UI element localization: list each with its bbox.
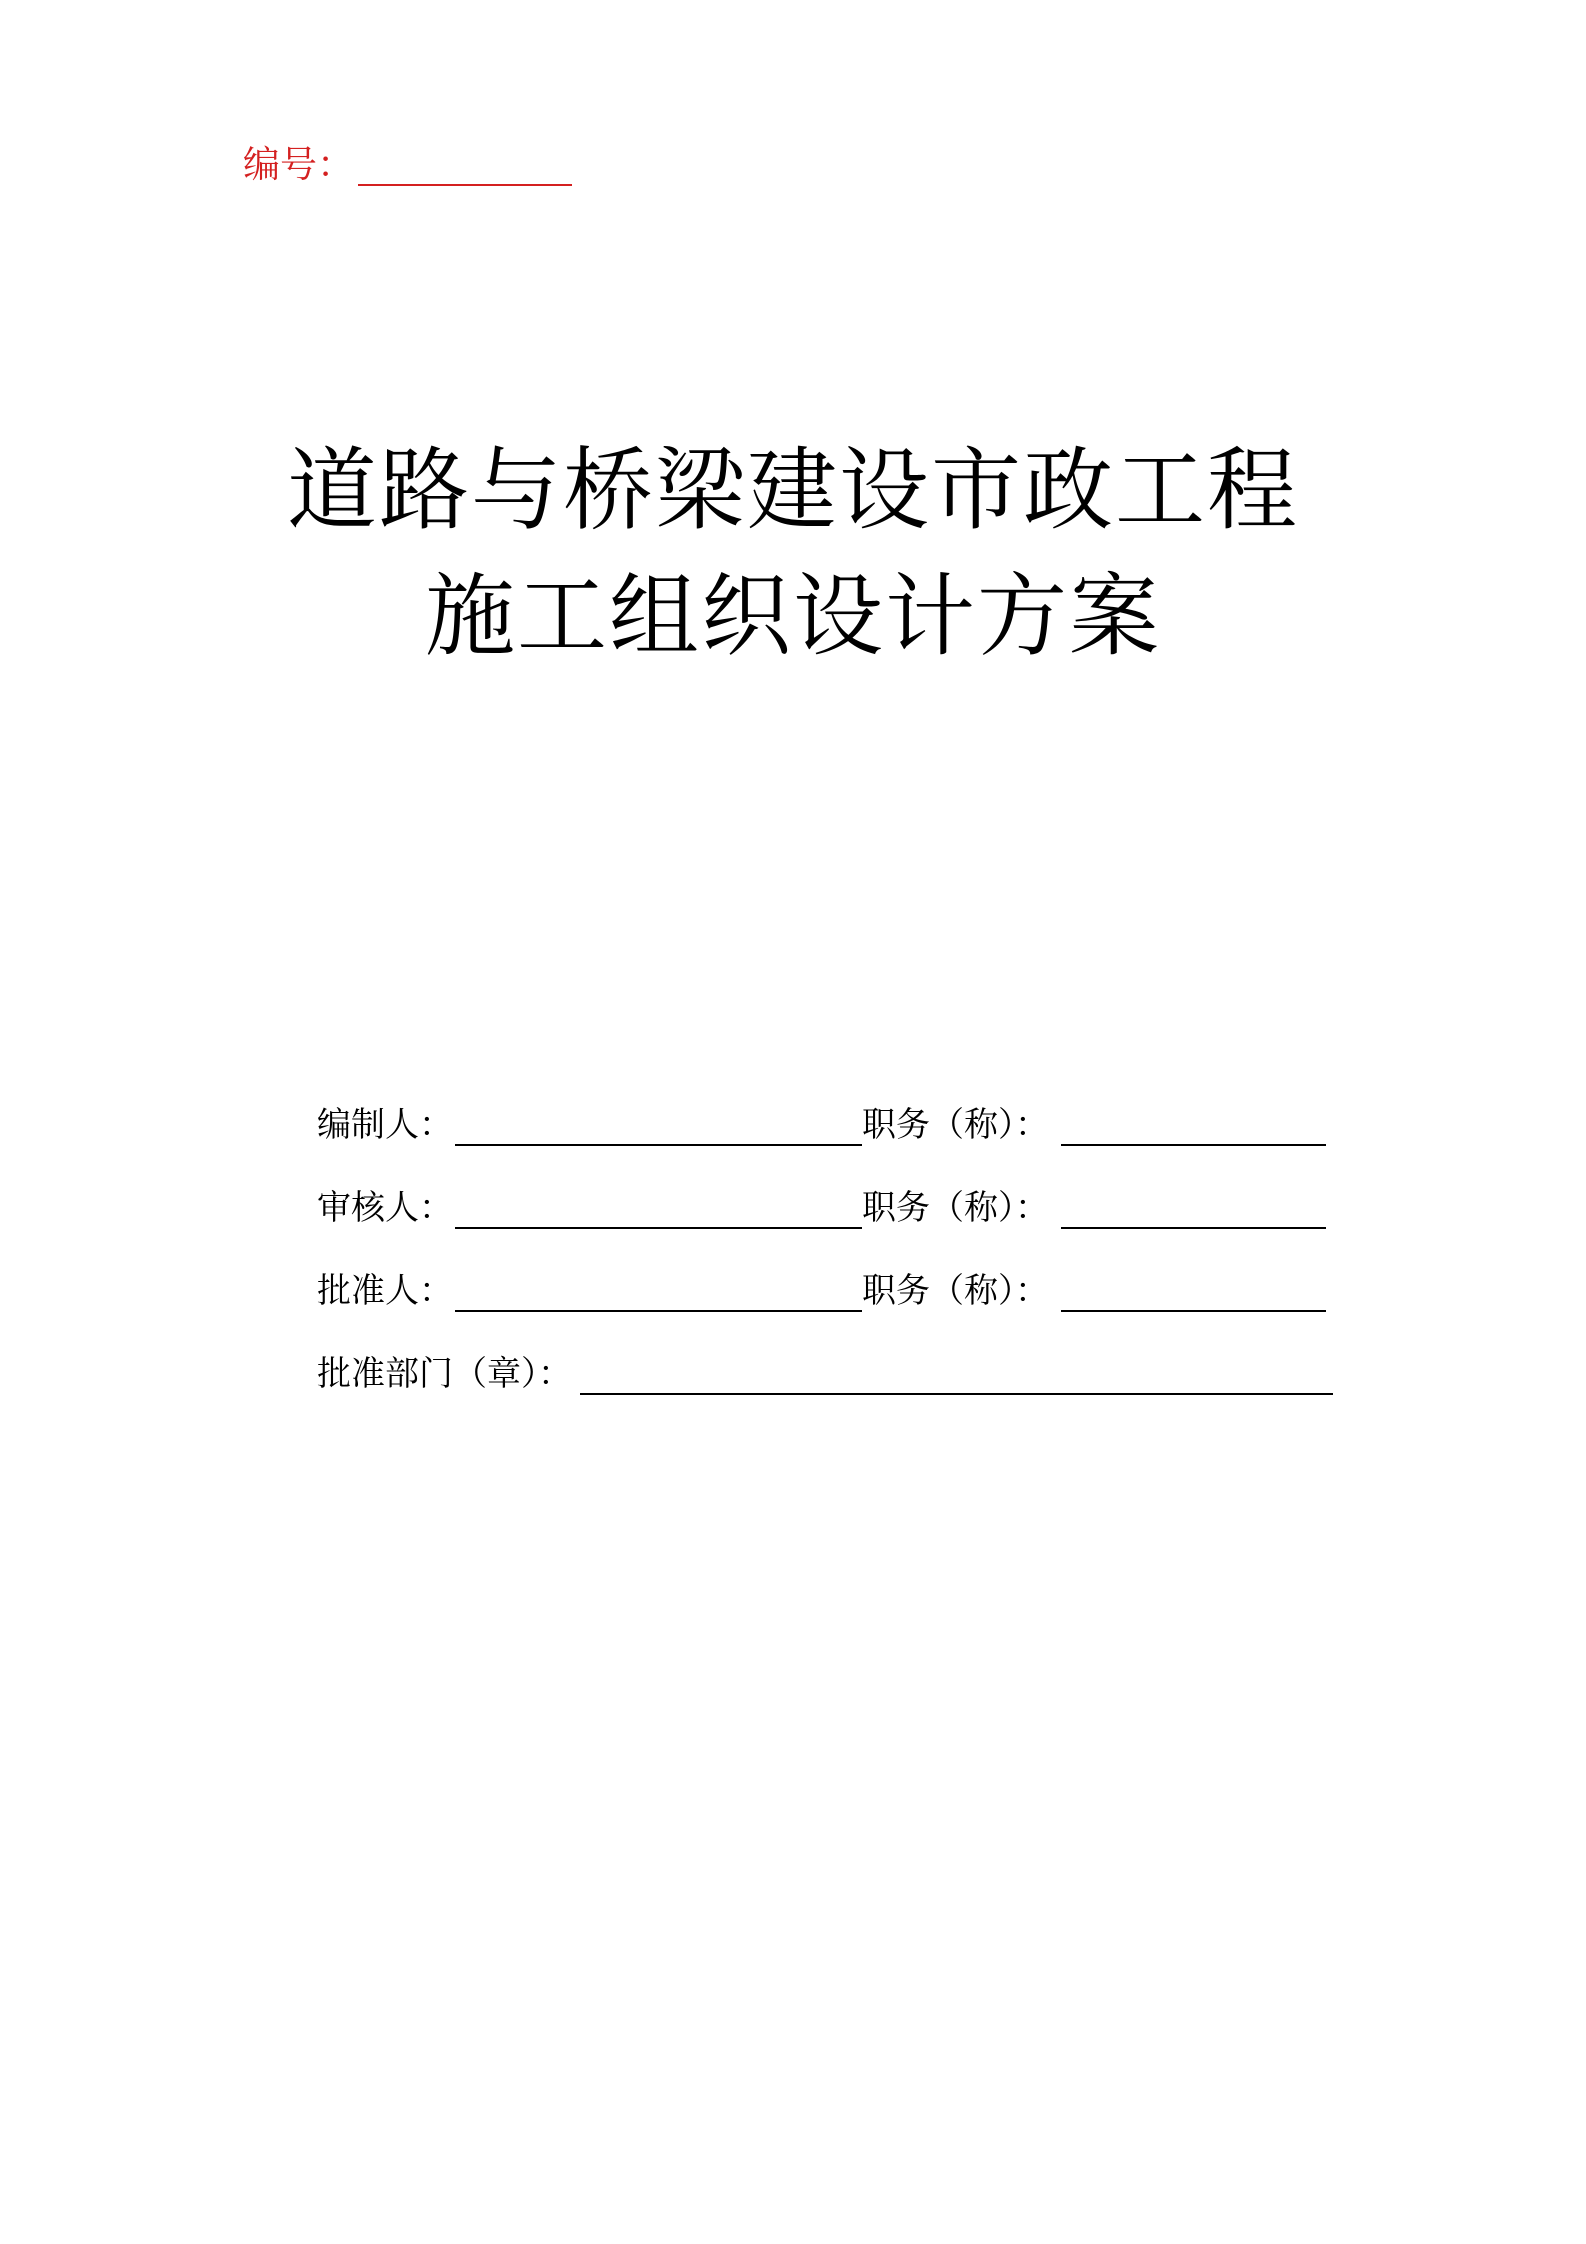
compiler-label: 编制人： [317, 1105, 453, 1145]
signature-row-reviewer [317, 1183, 1357, 1233]
signature-row-compiler [317, 1100, 1357, 1150]
document-title [0, 428, 1586, 680]
approver-label: 批准人： [317, 1271, 453, 1311]
title-line-1: 道路与桥梁建设市政工程 [287, 438, 1299, 543]
reviewer-position-field[interactable] [1061, 1221, 1326, 1229]
signature-row-department [317, 1349, 1357, 1399]
signature-row-approver [317, 1266, 1357, 1316]
department-label: 批准部门（章）： [317, 1354, 572, 1394]
approver-name-field[interactable] [455, 1304, 862, 1312]
signature-section [317, 1100, 1357, 1432]
document-number-field[interactable] [358, 178, 572, 186]
compiler-name-field[interactable] [455, 1138, 862, 1146]
reviewer-label: 审核人： [317, 1188, 453, 1228]
reviewer-name-field[interactable] [455, 1221, 862, 1229]
document-number [243, 140, 572, 190]
compiler-position-field[interactable] [1061, 1138, 1326, 1146]
reviewer-position-label: 职务（称）： [862, 1188, 1049, 1228]
compiler-position-label: 职务（称）： [862, 1105, 1049, 1145]
title-line-2: 施工组织设计方案 [425, 564, 1161, 669]
approver-position-field[interactable] [1061, 1304, 1326, 1312]
department-field[interactable] [580, 1387, 1333, 1395]
approver-position-label: 职务（称）： [862, 1271, 1049, 1311]
document-number-label: 编号： [243, 143, 354, 186]
